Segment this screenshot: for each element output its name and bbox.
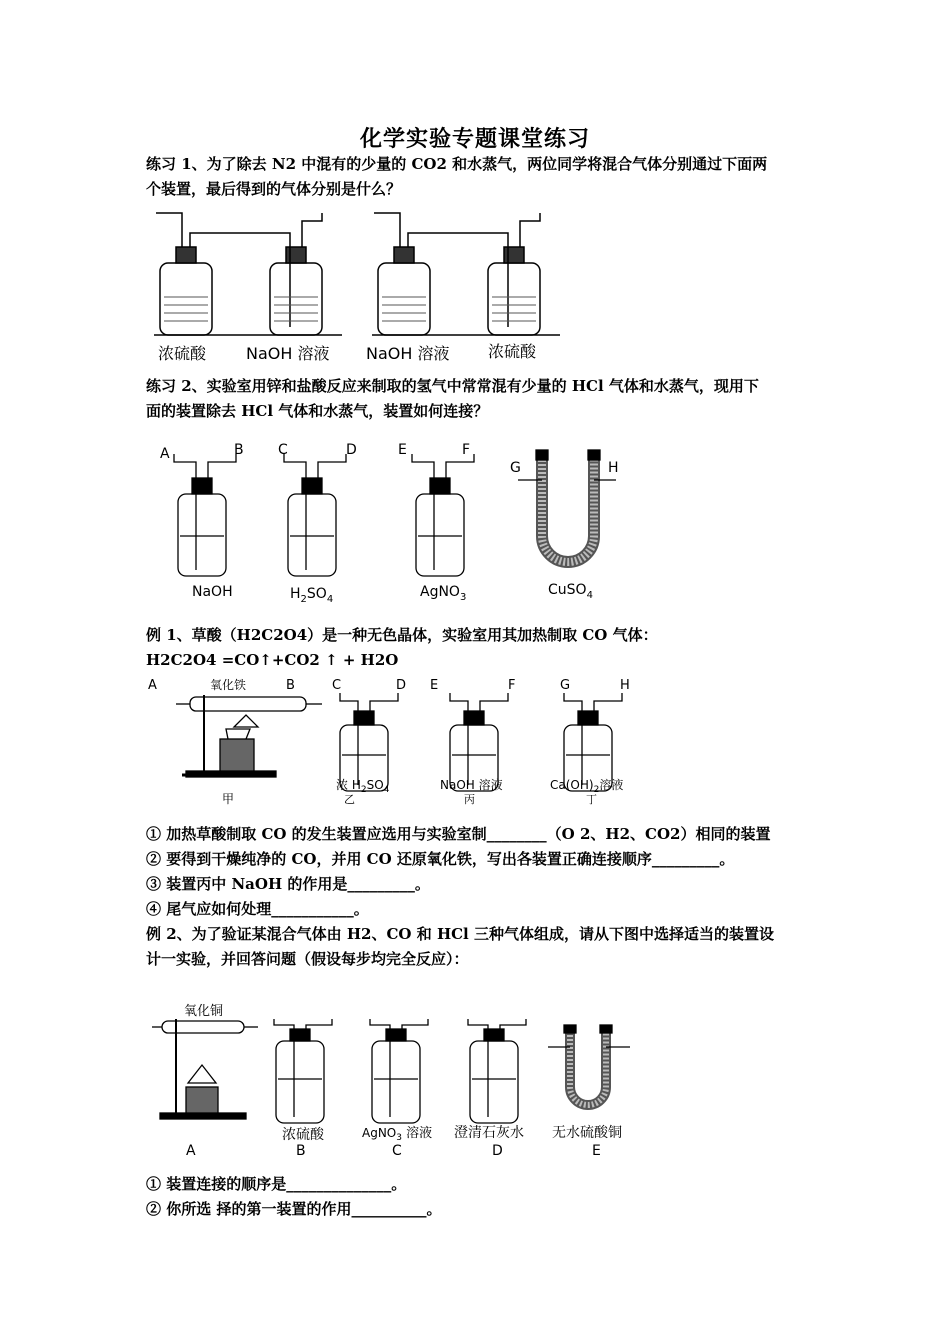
apparatus-ding: 丁 — [586, 793, 597, 806]
eg1-port-F: F — [508, 678, 516, 693]
reagent-limewater: $Ca(OH)_2$溶液 — [550, 778, 624, 795]
example2-intro-line1: 例 2、为了验证某混合气体由 H2、CO 和 HCl 三种气体组成，请从下图中选择适当的装置设 — [146, 925, 774, 943]
port-G: G — [510, 460, 521, 476]
port-F: F — [462, 442, 471, 458]
example1-q4: ④ 尾气应如何处理___________。 — [146, 900, 369, 918]
eg2-reagent-agno3: AgNO$_3$ 溶液 — [362, 1126, 433, 1143]
apparatus-jia: 甲 — [222, 792, 235, 806]
eg2-oxide-label: 氧化铜 — [184, 1004, 224, 1019]
port-D: D — [346, 442, 357, 458]
reagent-cuso4: CuSO$_4$ — [548, 582, 593, 601]
port-B: B — [234, 442, 244, 458]
eg2-reagent-anhydrous-cuso4: 无水硫酸铜 — [552, 1125, 622, 1141]
example2-q2: ② 你所选 择的第一装置的作用__________。 — [146, 1200, 442, 1218]
eg1-port-B: B — [286, 678, 295, 693]
eg1-port-D: D — [396, 678, 407, 693]
page-title: 化学实验专题课堂练习 — [359, 126, 590, 152]
eg2-reagent-limewater: 澄清石灰水 — [454, 1125, 524, 1141]
port-C: C — [278, 442, 288, 458]
example1-q1: ① 加热草酸制取 CO 的发生装置应选用与实验室制________（O 2、H2、CO2）相同的装置 — [146, 825, 771, 843]
port-E: E — [398, 442, 407, 458]
eg2-reagent-conc-h2so4: 浓硫酸 — [282, 1127, 324, 1143]
reagent-agno3: AgNO$_3$ — [420, 584, 467, 603]
example2-figure — [146, 995, 646, 1163]
exercise2-question-line1: 练习 2、实验室用锌和盐酸反应来制取的氢气中常常混有少量的 HCl 气体和水蒸气，现用下 — [146, 377, 759, 395]
example1-q2: ② 要得到干燥纯净的 CO，并用 CO 还原氧化铁，写出各装置正确连接顺序_________。 — [146, 850, 735, 868]
exercise1-label-4: 浓硫酸 — [488, 342, 537, 361]
exercise1-figure — [146, 205, 566, 367]
eg1-oxide-label: 氧化铁 — [210, 678, 247, 692]
exercise1-label-3: NaOH 溶液 — [366, 344, 450, 363]
eg2-letter-A: A — [186, 1143, 196, 1159]
reagent-naoh-solution: NaOH 溶液 — [440, 778, 503, 792]
eg1-port-C: C — [332, 678, 342, 693]
eg1-port-H: H — [620, 678, 630, 693]
eg1-port-E: E — [430, 678, 439, 693]
exercise1-label-1: 浓硫酸 — [158, 344, 207, 363]
eg2-letter-B: B — [296, 1143, 306, 1159]
exercise2-question-line2: 面的装置除去 HCl 气体和水蒸气，装置如何连接？ — [146, 402, 489, 420]
example1-q3: ③ 装置丙中 NaOH 的作用是_________。 — [146, 875, 430, 893]
example1-figure — [146, 675, 646, 810]
eg2-letter-C: C — [392, 1143, 402, 1159]
exercise1-question-line1: 练习 1、为了除去 N2 中混有的少量的 CO2 和水蒸气，两位同学将混合气体分别通过下面两 — [146, 155, 768, 173]
port-H: H — [608, 460, 619, 476]
port-A: A — [160, 446, 170, 462]
reagent-conc-h2so4: 浓 $H_2SO_4$ — [336, 778, 390, 795]
exercise2-figure — [146, 436, 646, 606]
example2-q1: ① 装置连接的顺序是______________。 — [146, 1175, 407, 1193]
eg1-port-G: G — [560, 678, 571, 693]
example2-intro-line2: 计一实验，并回答问题（假设每步均完全反应）： — [146, 950, 469, 968]
eg2-letter-E: E — [592, 1143, 601, 1159]
example1-intro: 例 1、草酸（H2C2O4）是一种无色晶体，实验室用其加热制取 CO 气体： — [146, 626, 658, 644]
reagent-naoh: NaOH — [192, 584, 233, 600]
exercise1-question-line2: 个装置，最后得到的气体分别是什么？ — [146, 180, 402, 198]
example1-equation: H2C2O4 =CO↑+CO2 ↑ + H2O — [146, 651, 399, 669]
apparatus-yi: 乙 — [344, 793, 355, 806]
eg1-port-A: A — [148, 678, 157, 693]
reagent-h2so4: $H_2SO_4$ — [290, 586, 334, 605]
eg2-letter-D: D — [492, 1143, 503, 1159]
exercise1-label-2: NaOH 溶液 — [246, 344, 330, 363]
apparatus-bing: 丙 — [464, 793, 475, 806]
